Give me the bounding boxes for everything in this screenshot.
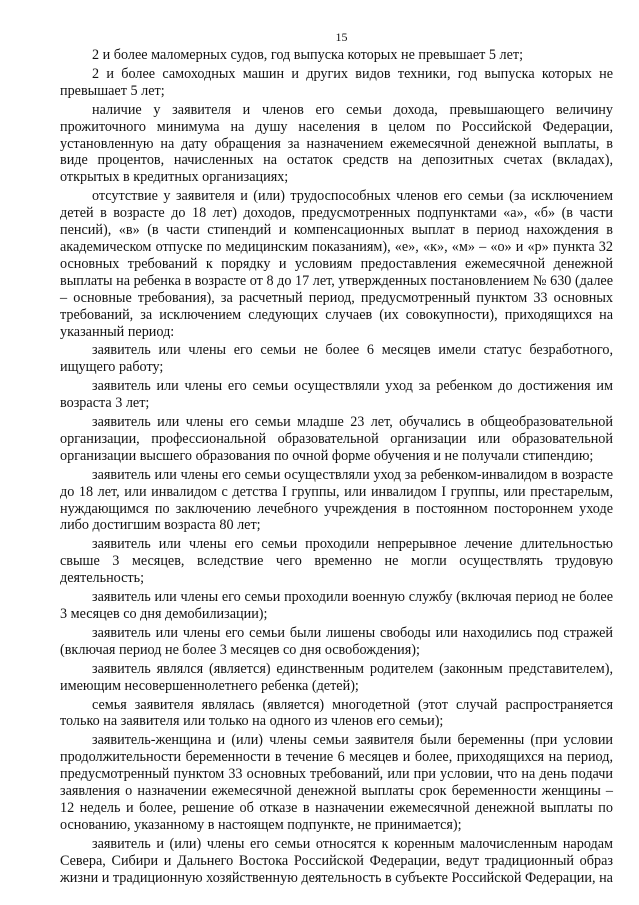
- paragraph-full-time-study: заявитель или члены его семьи младше 23 лет, обучались в общеобразовательной организации, профессиональной образовательной организации или образовательной организации высшего образования по очной форме обучения и не получали стипендию;: [60, 414, 613, 464]
- paragraph-medical-treatment: заявитель или члены его семьи проходили непрерывное лечение длительностью свыше 3 месяцев, вследствие чего временно не могли осуществлять трудовую деятельность;: [60, 536, 613, 587]
- paragraph-large-family: семья заявителя являлась (является) многодетной (этот случай распространяется только на заявителя или только на одного из членов его семьи);: [60, 696, 613, 730]
- paragraph-unemployed-status: заявитель или члены его семьи не более 6 месяцев имели статус безработного, ищущего работу;: [60, 342, 613, 376]
- paragraph-disabled-care: заявитель или члены его семьи осуществляли уход за ребенком-инвалидом в возрасте до 18 лет, или инвалидом с детства I группы, или инвалидом I группы, или престарелым, нуждающимся по заключению лечебного учреждения в постоянном постороннем уходе либо достигшим возраста 80 лет;: [60, 466, 613, 534]
- paragraph-absence-of-income: отсутствие у заявителя и (или) трудоспособных членов его семьи (за исключением детей в возрасте до 18 лет) доходов, предусмотренных подпунктами «а», «б» (в части пенсий), «в» (в части стипендий и компенсационных выплат в период нахождения в академическом отпуске по медицинским показаниям), «е», «к», «м» – «о» и «р» пункта 32 основных требований к порядку и условиям предоставления ежемесячной денежной выплаты на ребенка в возрасте от 8 до 17 лет, утвержденных постановлением № 630 (далее – основные требования), за расчетный период, предусмотренный пунктом 33 основных требований, за исключением следующих случаев (их совокупности), приходящихся на указанный период:: [60, 188, 613, 340]
- paragraph-self-propelled-machines: 2 и более самоходных машин и других видов техники, год выпуска которых не превышает 5 лет;: [60, 65, 613, 99]
- page-number: 15: [335, 30, 348, 44]
- paragraph-imprisonment: заявитель или члены его семьи были лишены свободы или находились под стражей (включая период не более 3 месяцев со дня освобождения);: [60, 624, 613, 658]
- paragraph-pregnancy: заявитель-женщина и (или) члены семьи заявителя были беременны (при условии продолжительности беременности в течение 6 месяцев и более, приходящихся на период, предусмотренный пунктом 33 основных требований, или при условии, что на день подачи заявления о назначении ежемесячной денежной выплаты срок беременности женщины – 12 недель и более, решение об отказе в назначении ежемесячной денежной выплаты по основанию, указанному в настоящем подпункте, не принимается);: [60, 732, 613, 833]
- paragraph-military-service: заявитель или члены его семьи проходили военную службу (включая период не более 3 месяцев со дня демобилизации);: [60, 589, 613, 622]
- paragraph-single-parent: заявитель являлся (является) единственным родителем (законным представителем), имеющим несовершеннолетнего ребенка (детей);: [60, 660, 613, 694]
- paragraph-small-vessels: 2 и более маломерных судов, год выпуска которых не превышает 5 лет;: [92, 47, 524, 63]
- paragraph-deposit-income: наличие у заявителя и членов его семьи дохода, превышающего величину прожиточного минимума на душу населения в целом по Российской Федерации, установленную на дату обращения за назначением ежемесячной денежной выплаты, в виде процентов, начисленных на остаток средств на депозитных счетах (вкладах), открытых в кредитных организациях;: [60, 101, 613, 186]
- paragraph-child-care: заявитель или члены его семьи осуществляли уход за ребенком до достижения им возраста 3 лет;: [60, 378, 613, 412]
- paragraph-indigenous-peoples: заявитель и (или) члены его семьи относятся к коренным малочисленным народам Севера, Сибири и Дальнего Востока Российской Федерации, ведут традиционный образ жизни и традиционную хозяйственную деятельность в субъекте Российской Федерации, на: [60, 835, 613, 886]
